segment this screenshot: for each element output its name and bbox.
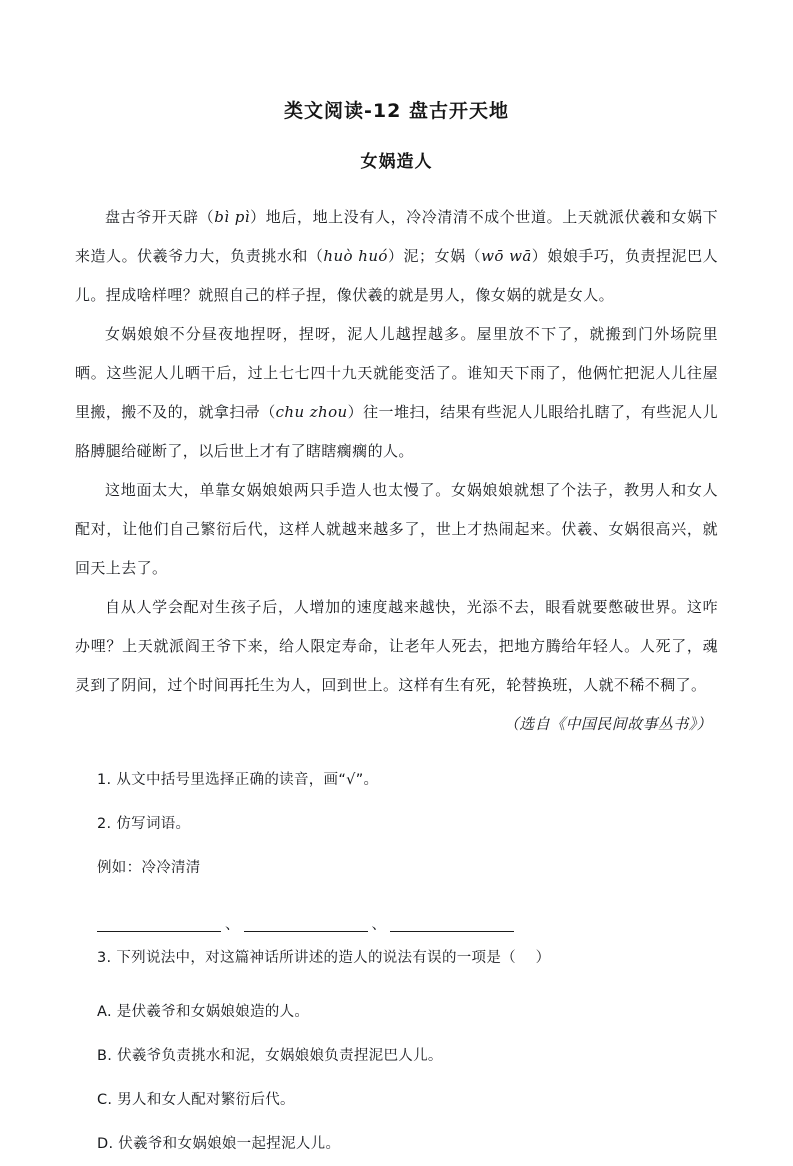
passage-paragraph-4: 自从人学会配对生孩子后，人增加的速度越来越快，光添不去，眼看就要憋破世界。这咋办哩？上天就派阎王爷下来，给人限定寿命，让老年人死去，把地方腾给年轻人。人死了，魂灵到了阴间，过个时间再托生为人，回到世上。这样有生有死，轮替换班，人就不稀不稠了。	[75, 598, 718, 694]
questions-section	[75, 758, 718, 1166]
passage-source-citation: （选自《中国民间故事丛书》）	[503, 715, 712, 733]
passage-paragraph-3: 这地面太大，单靠女娲娘娘两只手造人也太慢了。女娲娘娘就想了个法子，教男人和女人配对，让他们自己繁衍后代，这样人就越来越多了，世上才热闹起来。伏羲、女娲很高兴，就回天上去了。	[75, 481, 718, 577]
blank-separator-2: 、	[371, 917, 386, 933]
passage-paragraph-2: 女娲娘娘不分昼夜地捏呀，捏呀，泥人儿越捏越多。屋里放不下了，就搬到门外场院里晒。这些泥人儿晒干后，过上七七四十九天就能变活了。谁知天下雨了，他俩忙把泥人儿往屋里搬，搬不及的，就拿扫帚（chu zhou）往一堆扫，结果有些泥人儿眼给扎瞎了，有些泥人儿胳膊腿给碰断了，以后世上才有了瞎瞎瘸瘸的人。	[75, 325, 718, 460]
option-b[interactable]: B. 伏羲爷负责挑水和泥，女娲娘娘负责捏泥巴人儿。	[97, 1048, 443, 1064]
question-3: 3. 下列说法中，对这篇神话所讲述的造人的说法有误的一项是（ ）	[97, 950, 551, 966]
blank-separator-1: 、	[225, 917, 240, 933]
page-content	[75, 0, 718, 1166]
question-1: 1. 从文中括号里选择正确的读音，画“√”。	[97, 772, 379, 788]
option-d[interactable]: D. 伏羲爷和女娲娘娘一起捏泥人儿。	[97, 1136, 341, 1152]
question-3-options	[75, 990, 718, 1166]
article-subtitle: 女娲造人	[360, 152, 433, 172]
question-2: 2. 仿写词语。	[97, 816, 191, 832]
option-a[interactable]: A. 是伏羲爷和女娲娘娘造的人。	[97, 1004, 310, 1020]
passage-paragraph-1: 盘古爷开天辟（bì pì）地后，地上没有人，冷冷清清不成个世道。上天就派伏羲和女娲下来造人。伏羲爷力大，负责挑水和（huò huó）泥；女娲（wō wā）娘娘手巧，负责捏泥巴人儿。捏成啥样哩？就照自己的样子捏，像伏羲的就是男人，像女娲的就是女人。	[75, 208, 718, 304]
answer-blank-2[interactable]	[244, 916, 368, 932]
answer-blank-3[interactable]	[390, 916, 514, 932]
answer-blank-1[interactable]	[97, 916, 221, 932]
question-2-example: 例如：冷冷清清	[97, 860, 201, 876]
reading-passage	[75, 198, 718, 744]
option-c[interactable]: C. 男人和女人配对繁衍后代。	[97, 1092, 295, 1108]
page-title: 类文阅读-12 盘古开天地	[284, 100, 509, 122]
answer-blanks-row	[75, 916, 718, 932]
